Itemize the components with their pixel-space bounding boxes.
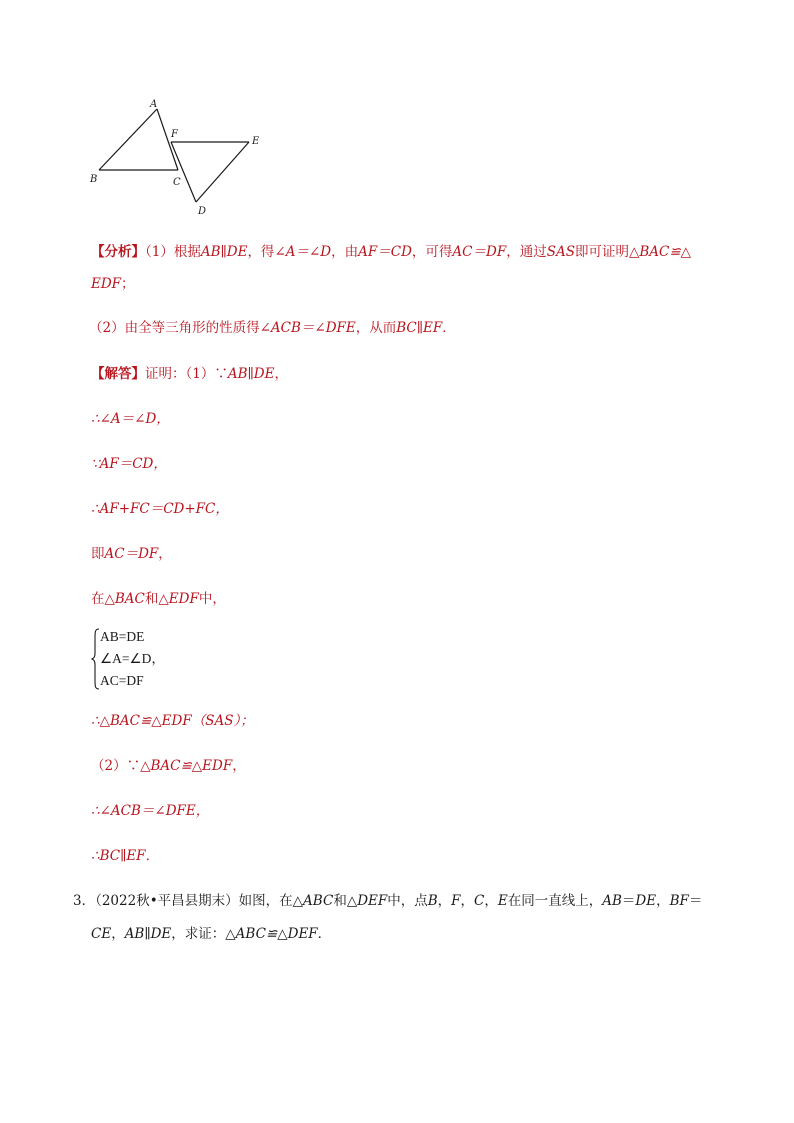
analysis-math: △BAC≌△ xyxy=(628,244,692,260)
problem-3-line-1 xyxy=(73,891,702,911)
analysis-text: ； xyxy=(121,276,135,292)
segment-DE xyxy=(196,142,249,202)
problem-text: ，求证： xyxy=(171,926,226,942)
solution-math: △BAC xyxy=(104,591,145,607)
analysis-math: ∠A＝∠D xyxy=(274,244,332,260)
analysis-text: （1）根据 xyxy=(145,244,201,260)
left-brace-icon xyxy=(91,628,100,690)
system-row: ∠A=∠D， xyxy=(100,651,165,666)
system-row: AC=DF xyxy=(100,673,144,688)
analysis-text: 即可证明 xyxy=(574,244,629,260)
analysis-text: ，通过 xyxy=(506,244,547,260)
problem-text: 在同一直线上， xyxy=(507,893,603,909)
solution-line-2: ∴∠A＝∠D， xyxy=(91,411,170,427)
solution-math: △BAC≌△EDF xyxy=(140,758,233,774)
solution-text: 在 xyxy=(91,591,105,607)
analysis-math: AF＝CD xyxy=(358,244,412,260)
problem-text: ， xyxy=(437,893,452,909)
analysis-math: AB∥DE xyxy=(200,244,248,260)
solution-tag: 【解答】 xyxy=(91,366,145,382)
problem-text: ＝ xyxy=(688,893,703,909)
problem-number: 3． xyxy=(73,893,96,909)
solution-line-4: ∴AF+FC＝CD+FC， xyxy=(91,501,229,517)
problem-math: △DEF xyxy=(346,893,388,909)
analysis-math: SAS xyxy=(546,244,575,260)
point-label-E: E xyxy=(252,136,260,147)
solution-line-7: ∴△BAC≌△EDF（SAS）； xyxy=(91,713,254,729)
solution-math: AB∥DE xyxy=(227,366,275,382)
point-label-C: C xyxy=(173,177,181,188)
solution-text: 即 xyxy=(91,546,105,562)
solution-text: ， xyxy=(274,366,288,382)
analysis-text: ，可得 xyxy=(411,244,453,260)
analysis-line-3 xyxy=(89,318,456,338)
problem-math: ∥ xyxy=(144,926,151,942)
problem-text: ， xyxy=(656,893,670,909)
point-label-F: F xyxy=(171,129,178,140)
analysis-line-1 xyxy=(91,242,691,262)
problem-math: CE xyxy=(91,926,112,942)
problem-math: E xyxy=(497,893,508,909)
solution-text: 证明：（1）∵ xyxy=(145,366,228,382)
problem-3-line-2 xyxy=(91,924,331,944)
solution-line-8 xyxy=(91,756,246,776)
problem-math: BF xyxy=(669,893,689,909)
problem-math: F xyxy=(451,893,461,909)
problem-math: AB xyxy=(602,893,622,909)
point-label-D: D xyxy=(198,206,207,217)
analysis-math: BC∥EF xyxy=(396,320,443,336)
problem-text: ． xyxy=(317,926,332,942)
problem-text: 和 xyxy=(333,893,347,909)
problem-math: B xyxy=(427,893,438,909)
solution-line-3: ∵AF＝CD， xyxy=(91,456,167,472)
analysis-text: ，从而 xyxy=(355,320,397,336)
solution-line-9: ∴∠ACB＝∠DFE， xyxy=(91,803,210,819)
problem-text: 中，点 xyxy=(387,893,428,909)
analysis-tag: 【分析】 xyxy=(91,244,145,260)
solution-text: ， xyxy=(158,546,172,562)
problem-text: ， xyxy=(111,926,125,942)
system-row: AB=DE xyxy=(100,629,145,644)
segment-FD xyxy=(171,142,196,202)
problem-math: △ABC≌△DEF xyxy=(225,926,318,942)
solution-line-1 xyxy=(91,364,288,384)
problem-math: DE xyxy=(635,893,657,909)
solution-line-10: ∴BC∥EF． xyxy=(91,848,160,864)
analysis-text: ． xyxy=(442,320,456,336)
segment-AB xyxy=(99,109,157,170)
analysis-math: ∠ACB＝∠DFE xyxy=(259,320,356,336)
problem-math: AB xyxy=(124,926,145,942)
triangle-figure xyxy=(85,96,275,221)
problem-text: ， xyxy=(460,893,475,909)
problem-math: △ABC xyxy=(292,893,334,909)
analysis-text: （2）由全等三角形的性质得 xyxy=(89,320,260,336)
problem-text: （2022秋•平昌县期末）如图，在 xyxy=(95,893,293,909)
analysis-math: EDF xyxy=(91,276,122,292)
solution-line-6 xyxy=(91,589,226,609)
solution-text: 和 xyxy=(144,591,159,607)
problem-text: ， xyxy=(484,893,498,909)
analysis-line-2 xyxy=(91,274,135,294)
solution-math: △EDF xyxy=(158,591,199,607)
solution-text: （2）∵ xyxy=(91,758,141,774)
solution-text: 中， xyxy=(198,591,226,607)
problem-math: DE xyxy=(150,926,172,942)
solution-text: ， xyxy=(232,758,246,774)
problem-text: ＝ xyxy=(621,893,636,909)
problem-math: C xyxy=(474,893,485,909)
equation-system xyxy=(91,628,211,692)
point-label-A: A xyxy=(150,99,158,110)
point-label-B: B xyxy=(90,174,98,185)
analysis-math: AC＝DF xyxy=(452,244,507,260)
analysis-text: ，得 xyxy=(247,244,275,260)
analysis-text: ，由 xyxy=(331,244,359,260)
solution-line-5 xyxy=(91,544,172,564)
solution-math: AC＝DF xyxy=(104,546,159,562)
